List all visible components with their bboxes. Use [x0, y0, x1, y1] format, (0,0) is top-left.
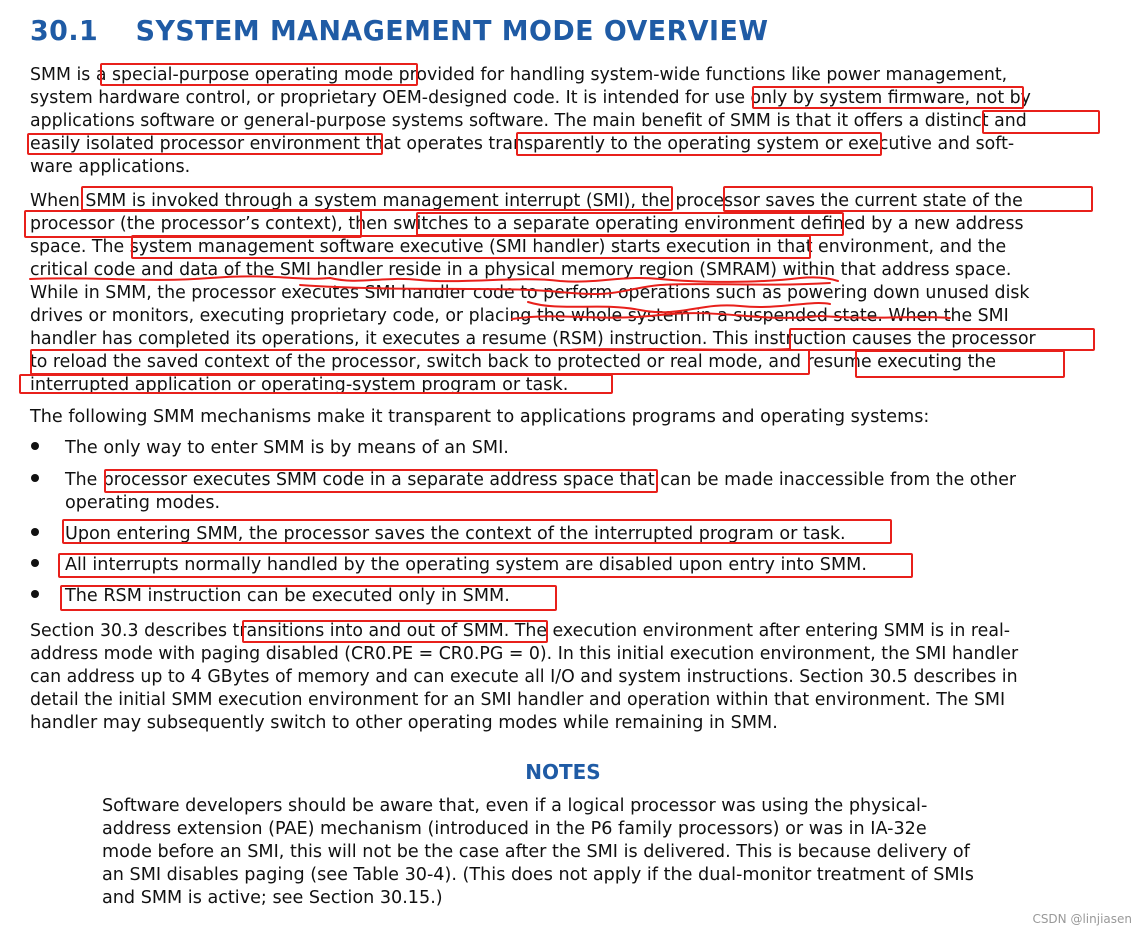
bullet-icon — [31, 474, 39, 482]
paragraph2-line: interrupted application or operating-system program or task. — [30, 375, 569, 395]
notes-line: and SMM is active; see Section 30.15.) — [102, 888, 443, 908]
paragraph1-line: ware applications. — [30, 157, 191, 177]
paragraph1-line: system hardware control, or proprietary OEM-designed code. It is intended for use only by system firmware, not by — [30, 88, 1031, 108]
notes-title: NOTES — [525, 760, 601, 784]
paragraph2-line: space. The system management software executive (SMI handler) starts execution in that environment, and the — [30, 237, 1007, 257]
notes-line: an SMI disables paging (see Table 30-4). (This does not apply if the dual-monitor treatment of SMIs — [102, 865, 974, 885]
paragraph2-line: drives or monitors, executing proprietary code, or placing the whole system in a suspended state. When the SMI — [30, 306, 1009, 326]
paragraph2-line: critical code and data of the SMI handler reside in a physical memory region (SMRAM) within that address space. — [30, 260, 1012, 280]
section-heading — [30, 14, 768, 47]
paragraph2-line: to reload the saved context of the processor, switch back to protected or real mode, and resume executing the — [30, 352, 997, 372]
bullet-icon — [31, 590, 39, 598]
bullet-item-continuation: operating modes. — [65, 493, 221, 513]
mechanisms-intro: The following SMM mechanisms make it transparent to applications programs and operating systems: — [30, 407, 930, 427]
bullet-icon — [31, 559, 39, 567]
paragraph1-line: applications software or general-purpose systems software. The main benefit of SMM is that it offers a distinct and — [30, 111, 1027, 131]
paragraph3-line: handler may subsequently switch to other operating modes while remaining in SMM. — [30, 713, 778, 733]
notes-line: Software developers should be aware that, even if a logical processor was using the physical- — [102, 796, 928, 816]
bullet-item: Upon entering SMM, the processor saves the context of the interrupted program or task. — [65, 524, 846, 544]
paragraph1-line: easily isolated processor environment that operates transparently to the operating system or executive and soft- — [30, 134, 1015, 154]
watermark: CSDN @linjiasen — [1032, 912, 1132, 926]
paragraph2-line: While in SMM, the processor executes SMI handler code to perform operations such as powering down unused disk — [30, 283, 1030, 303]
paragraph1-line: SMM is a special-purpose operating mode provided for handling system-wide functions like power management, — [30, 65, 1008, 85]
notes-line: mode before an SMI, this will not be the case after the SMI is delivered. This is because delivery of — [102, 842, 970, 862]
paragraph2-line: When SMM is invoked through a system management interrupt (SMI), the processor saves the current state of the — [30, 191, 1023, 211]
bullet-item: All interrupts normally handled by the operating system are disabled upon entry into SMM. — [65, 555, 867, 575]
bullet-item: The processor executes SMM code in a separate address space that can be made inaccessible from the other — [65, 470, 1017, 490]
paragraph3-line: detail the initial SMM execution environment for an SMI handler and operation within that environment. The SMI — [30, 690, 1006, 710]
section-title: SYSTEM MANAGEMENT MODE OVERVIEW — [135, 14, 769, 47]
bullet-item: The only way to enter SMM is by means of an SMI. — [65, 438, 509, 458]
section-number: 30.1 — [30, 14, 99, 47]
bullet-item: The RSM instruction can be executed only in SMM. — [65, 586, 510, 606]
paragraph2-line: handler has completed its operations, it executes a resume (RSM) instruction. This instruction causes the processor — [30, 329, 1036, 349]
paragraph2-line: processor (the processor’s context), then switches to a separate operating environment defined by a new address — [30, 214, 1024, 234]
paragraph3-line: Section 30.3 describes transitions into and out of SMM. The execution environment after entering SMM is in real- — [30, 621, 1011, 641]
paragraph3-line: can address up to 4 GBytes of memory and can execute all I/O and system instructions. Section 30.5 describes in — [30, 667, 1018, 687]
paragraph3-line: address mode with paging disabled (CR0.PE = CR0.PG = 0). In this initial execution environment, the SMI handler — [30, 644, 1019, 664]
bullet-icon — [31, 528, 39, 536]
bullet-icon — [31, 442, 39, 450]
notes-line: address extension (PAE) mechanism (introduced in the P6 family processors) or was in IA-32e — [102, 819, 927, 839]
